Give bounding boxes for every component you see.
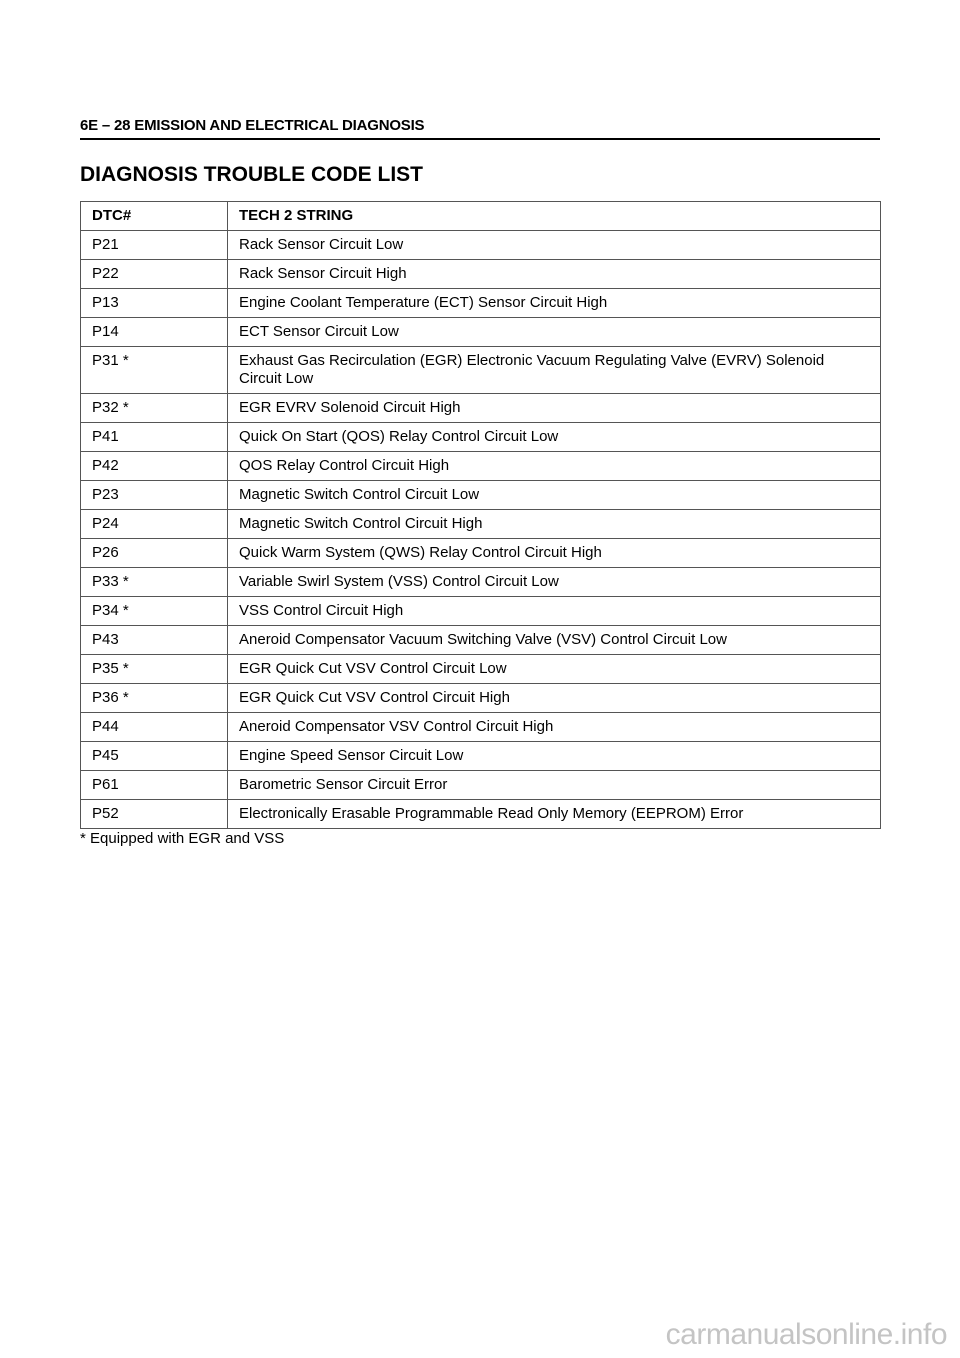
table-row xyxy=(81,800,881,829)
dtc-code: P43 xyxy=(81,626,228,655)
dtc-code: P13 xyxy=(81,289,228,318)
dtc-description: Quick Warm System (QWS) Relay Control Circuit High xyxy=(228,539,881,568)
dtc-code: P61 xyxy=(81,771,228,800)
table-row xyxy=(81,231,881,260)
column-header-dtc: DTC# xyxy=(81,202,228,231)
dtc-description: EGR Quick Cut VSV Control Circuit Low xyxy=(228,655,881,684)
section-title: DIAGNOSIS TROUBLE CODE LIST xyxy=(80,163,424,186)
table-row xyxy=(81,771,881,800)
page-header-title: 6E – 28 EMISSION AND ELECTRICAL DIAGNOSIS xyxy=(80,117,425,134)
dtc-description: Electronically Erasable Programmable Read Only Memory (EEPROM) Error xyxy=(228,800,881,829)
dtc-description: Magnetic Switch Control Circuit High xyxy=(228,510,881,539)
table-row xyxy=(81,394,881,423)
dtc-description: Aneroid Compensator VSV Control Circuit High xyxy=(228,713,881,742)
dtc-code: P35 * xyxy=(81,655,228,684)
dtc-description: Aneroid Compensator Vacuum Switching Valve (VSV) Control Circuit Low xyxy=(228,626,881,655)
dtc-code: P31 * xyxy=(81,347,228,394)
dtc-code: P45 xyxy=(81,742,228,771)
table-row xyxy=(81,626,881,655)
table-row xyxy=(81,742,881,771)
dtc-description: Exhaust Gas Recirculation (EGR) Electronic Vacuum Regulating Valve (EVRV) Solenoid Circuit Low xyxy=(228,347,881,394)
dtc-code: P44 xyxy=(81,713,228,742)
table-row xyxy=(81,423,881,452)
table-row xyxy=(81,318,881,347)
dtc-code: P42 xyxy=(81,452,228,481)
dtc-description: Variable Swirl System (VSS) Control Circuit Low xyxy=(228,568,881,597)
dtc-code: P33 * xyxy=(81,568,228,597)
dtc-table-body xyxy=(81,231,881,829)
dtc-code: P32 * xyxy=(81,394,228,423)
table-footnote: * Equipped with EGR and VSS xyxy=(80,830,285,847)
dtc-description: Engine Speed Sensor Circuit Low xyxy=(228,742,881,771)
dtc-code: P26 xyxy=(81,539,228,568)
dtc-code: P34 * xyxy=(81,597,228,626)
table-row xyxy=(81,510,881,539)
table-row xyxy=(81,347,881,394)
dtc-description: Engine Coolant Temperature (ECT) Sensor Circuit High xyxy=(228,289,881,318)
table-row xyxy=(81,568,881,597)
table-header-row xyxy=(81,202,881,231)
table-row xyxy=(81,684,881,713)
dtc-code: P14 xyxy=(81,318,228,347)
dtc-description: QOS Relay Control Circuit High xyxy=(228,452,881,481)
dtc-code: P52 xyxy=(81,800,228,829)
dtc-description: EGR EVRV Solenoid Circuit High xyxy=(228,394,881,423)
dtc-description: Barometric Sensor Circuit Error xyxy=(228,771,881,800)
dtc-code: P22 xyxy=(81,260,228,289)
watermark: carmanualsonline.info xyxy=(665,1318,947,1351)
dtc-description: ECT Sensor Circuit Low xyxy=(228,318,881,347)
table-row xyxy=(81,289,881,318)
dtc-description: Rack Sensor Circuit Low xyxy=(228,231,881,260)
dtc-code: P36 * xyxy=(81,684,228,713)
dtc-code: P21 xyxy=(81,231,228,260)
column-header-tech2-string: TECH 2 STRING xyxy=(228,202,881,231)
page-header xyxy=(80,116,880,140)
table-row xyxy=(81,452,881,481)
dtc-description: Magnetic Switch Control Circuit Low xyxy=(228,481,881,510)
table-row xyxy=(81,655,881,684)
dtc-description: Quick On Start (QOS) Relay Control Circuit Low xyxy=(228,423,881,452)
dtc-code: P23 xyxy=(81,481,228,510)
dtc-description: Rack Sensor Circuit High xyxy=(228,260,881,289)
table-row xyxy=(81,260,881,289)
dtc-code: P41 xyxy=(81,423,228,452)
table-row xyxy=(81,481,881,510)
dtc-description: VSS Control Circuit High xyxy=(228,597,881,626)
table-row xyxy=(81,597,881,626)
dtc-code: P24 xyxy=(81,510,228,539)
table-row xyxy=(81,713,881,742)
dtc-description: EGR Quick Cut VSV Control Circuit High xyxy=(228,684,881,713)
dtc-table xyxy=(80,201,881,829)
table-row xyxy=(81,539,881,568)
